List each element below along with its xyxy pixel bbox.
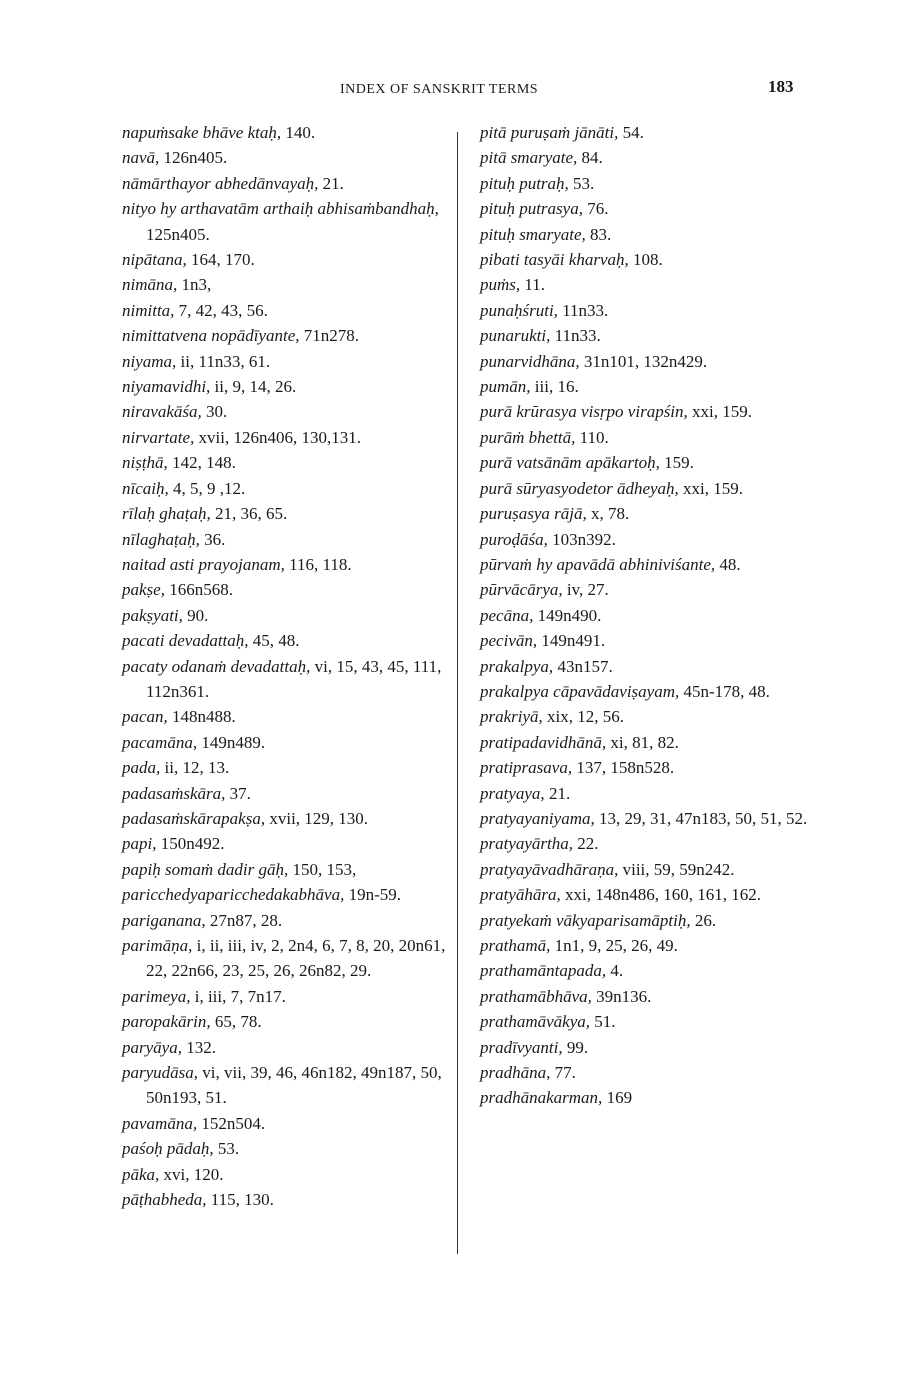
index-entry [122, 298, 457, 323]
index-entry [122, 349, 457, 374]
index-term: pakṣe, [122, 580, 165, 600]
index-term: pradīvyanti, [480, 1037, 563, 1057]
index-term: pecāna, [480, 605, 534, 625]
index-term: pradhāna, [480, 1063, 551, 1083]
index-references: xvii, 129, 130. [265, 808, 369, 828]
index-term: pitā smaryate, [480, 148, 578, 168]
index-entry [122, 272, 457, 297]
index-term: puroḍāśa, [480, 529, 548, 549]
index-references: ii, 12, 13. [160, 758, 230, 778]
index-references: 116, 118. [284, 554, 352, 574]
index-entry [122, 247, 457, 272]
index-entry [122, 831, 457, 856]
index-references: xvi, 120. [159, 1164, 224, 1184]
index-references: 31n101, 132n429. [579, 351, 708, 371]
index-term: prakriyā, [480, 707, 543, 727]
index-references: 26. [690, 910, 717, 930]
index-references: 90. [182, 605, 209, 625]
index-references: 43n157. [553, 656, 613, 676]
index-entry [122, 120, 457, 145]
index-term: pratiprasava, [480, 758, 573, 778]
index-entry [122, 552, 457, 577]
index-term: naitad asti prayojanam, [122, 554, 285, 574]
index-entry [480, 1035, 810, 1060]
index-entry [480, 171, 810, 196]
index-references: vi, 15, 43, 45, 111, 112n361. [146, 656, 442, 701]
index-entry [122, 755, 457, 780]
index-entry [122, 628, 457, 653]
index-entry [122, 1111, 457, 1136]
index-entry [480, 272, 810, 297]
index-term: pratyekaṁ vākyaparisamāptiḥ, [480, 910, 691, 930]
index-references: 150, 153, [288, 859, 357, 879]
index-term: nipātana, [122, 250, 187, 270]
index-references: iii, 16. [530, 377, 579, 397]
index-term: pratyayārtha, [480, 834, 574, 854]
index-references: xvii, 126n406, 130,131. [194, 427, 361, 447]
index-term: prathamā, [480, 936, 551, 955]
index-entry [122, 730, 457, 755]
index-term: pratyayāvadhāraṇa, [480, 859, 619, 879]
index-references: 51. [590, 1012, 616, 1032]
index-references: 148n488. [167, 707, 236, 727]
index-term: pitā puruṣaṁ jānāti, [480, 123, 619, 142]
index-references: 4, 5, 9 ,12. [168, 478, 246, 498]
index-entry [122, 806, 457, 831]
index-entry [480, 450, 810, 475]
index-term: pradhānakarman, [480, 1088, 603, 1108]
index-entry [480, 933, 810, 958]
index-entry [480, 399, 810, 424]
index-entry [480, 425, 810, 450]
index-term: napuṁsake bhāve ktaḥ, [122, 123, 282, 142]
index-entry [122, 781, 457, 806]
index-term: pāṭhabheda, [122, 1190, 207, 1210]
index-term: padasaṁskārapakṣa, [122, 808, 266, 828]
index-term: pratyayaniyama, [480, 808, 595, 828]
index-entry [122, 1136, 457, 1161]
index-references: x, 78. [586, 504, 630, 524]
index-references: 132. [181, 1037, 216, 1057]
index-term: pacan, [122, 707, 168, 727]
index-references: 140. [281, 123, 316, 142]
index-entry [480, 501, 810, 526]
index-references: 169 [602, 1088, 633, 1108]
index-entry [122, 476, 457, 501]
index-term: prathamāntapada, [480, 961, 607, 981]
index-term: purā krūrasya visṛpo virapśin, [480, 402, 688, 422]
index-term: nimitta, [122, 300, 175, 320]
index-term: pacaty odanaṁ devadattaḥ, [122, 656, 311, 676]
index-references: 99. [562, 1037, 589, 1057]
index-references: i, iii, 7, 7n17. [190, 986, 286, 1006]
index-term: punarvidhāna, [480, 351, 580, 371]
index-entry [122, 1009, 457, 1034]
index-references: 142, 148. [167, 453, 236, 473]
index-references: 115, 130. [206, 1190, 274, 1210]
index-entry [480, 806, 810, 831]
index-references: 11n33. [557, 300, 609, 320]
index-references: 30. [201, 402, 228, 422]
index-references: iv, 27. [562, 580, 609, 600]
index-entry [122, 501, 457, 526]
index-entry [122, 196, 457, 247]
index-entry [480, 577, 810, 602]
index-references: 36. [199, 529, 226, 549]
index-references: 65, 78. [210, 1012, 262, 1032]
index-term: paricchedyaparicchedakabhāva, [122, 885, 345, 905]
index-term: pāka, [122, 1164, 160, 1184]
index-term: nīcaiḥ, [122, 478, 169, 498]
index-references: 22. [573, 834, 599, 854]
index-term: pituḥ smaryate, [480, 224, 586, 244]
index-term: pakṣyati, [122, 605, 183, 625]
index-term: paryāya, [122, 1037, 182, 1057]
index-term: nirvartate, [122, 427, 195, 447]
index-references: 45n-178, 48. [679, 681, 770, 701]
index-references: 103n392. [547, 529, 616, 549]
index-references: 54. [618, 123, 644, 142]
index-term: punaḥśruti, [480, 300, 558, 320]
index-entry [122, 654, 457, 705]
index-term: nāmārthayor abhedānvayaḥ, [122, 173, 319, 193]
index-entry [480, 476, 810, 501]
index-term: pūrvaṁ hy apavādā abhiniviśante, [480, 554, 716, 574]
index-references: 13, 29, 31, 47n183, 50, 51, 52. [594, 808, 808, 828]
index-entry [122, 1035, 457, 1060]
index-references: 150n492. [156, 834, 225, 854]
index-entry [122, 425, 457, 450]
index-entry [480, 552, 810, 577]
index-entry [480, 628, 810, 653]
index-entry [480, 298, 810, 323]
index-term: pariganana, [122, 910, 206, 930]
index-references: vi, vii, 39, 46, 46n182, 49n187, 50, 50n193, 51. [146, 1063, 442, 1108]
index-term: pavamāna, [122, 1113, 198, 1133]
index-references: 39n136. [591, 986, 652, 1006]
index-references: xxi, 159. [678, 478, 744, 498]
index-term: puruṣasya rājā, [480, 504, 587, 524]
index-term: pituḥ putrasya, [480, 199, 583, 219]
index-entry [480, 1060, 810, 1085]
index-term: purā sūryasyodetor ādheyaḥ, [480, 478, 679, 498]
index-references: 71n278. [299, 326, 360, 346]
index-references: 1n1, 9, 25, 26, 49. [550, 936, 678, 955]
index-entry [122, 603, 457, 628]
index-term: parimāṇa, [122, 936, 193, 955]
index-references: 166n568. [164, 580, 233, 600]
index-entry [122, 577, 457, 602]
index-entry [480, 323, 810, 348]
index-term: nimittatvena nopādīyante, [122, 326, 300, 346]
index-term: paryudāsa, [122, 1063, 199, 1083]
index-entry [122, 908, 457, 933]
index-entry [122, 399, 457, 424]
index-term: paśoḥ pādaḥ, [122, 1139, 214, 1159]
index-term: papi, [122, 834, 157, 854]
index-entry [480, 1085, 810, 1110]
index-references: 1n3, [177, 275, 212, 295]
index-entry [122, 374, 457, 399]
index-term: niravakāśa, [122, 402, 202, 422]
index-term: pada, [122, 758, 161, 778]
index-entry [480, 679, 810, 704]
index-term: pratyaya, [480, 783, 545, 803]
index-term: prathamāvākya, [480, 1012, 591, 1032]
index-entry [480, 1009, 810, 1034]
index-entry [480, 755, 810, 780]
index-references: viii, 59, 59n242. [618, 859, 735, 879]
index-entry [480, 603, 810, 628]
index-term: purāṁ bhettā, [480, 427, 576, 447]
index-term: padasaṁskāra, [122, 783, 226, 803]
index-entry [480, 222, 810, 247]
index-term: pacati devadattaḥ, [122, 631, 249, 651]
index-entry [480, 730, 810, 755]
index-entry [122, 145, 457, 170]
index-references: xi, 81, 82. [606, 732, 679, 752]
index-references: 11n33. [550, 326, 601, 346]
index-entry [122, 1162, 457, 1187]
index-references: i, ii, iii, iv, 2, 2n4, 6, 7, 8, 20, 20n61, 22, 22n66, 23, 25, 26, 26n82, 29. [146, 936, 446, 981]
index-term: punarukti, [480, 326, 551, 346]
index-references: 11. [520, 275, 546, 295]
page-number: 183 [768, 77, 794, 96]
index-term: pibati tasyāi kharvaḥ, [480, 250, 629, 270]
index-references: ii, 9, 14, 26. [210, 377, 297, 397]
index-references: 149n491. [537, 631, 606, 651]
index-term: prakalpya cāpavādaviṣayam, [480, 681, 680, 701]
index-references: 110. [575, 427, 609, 447]
index-entry [122, 857, 457, 882]
index-references: 108. [628, 250, 663, 270]
index-references: xix, 12, 56. [542, 707, 625, 727]
index-term: parimeya, [122, 986, 191, 1006]
index-references: 45, 48. [248, 631, 300, 651]
index-references: 4. [606, 961, 624, 981]
index-entry [122, 1187, 457, 1212]
index-entry [122, 933, 457, 984]
index-entry [122, 1060, 457, 1111]
index-entry [480, 781, 810, 806]
index-references: 83. [585, 224, 612, 244]
index-entry [480, 831, 810, 856]
index-entry [480, 145, 810, 170]
index-references: 7, 42, 43, 56. [174, 300, 268, 320]
index-term: prakalpya, [480, 656, 554, 676]
index-term: papiḥ somaṁ dadir gāḥ, [122, 859, 289, 879]
index-term: niṣṭhā, [122, 453, 168, 473]
index-term: pituḥ putraḥ, [480, 173, 569, 193]
index-references: 19n-59. [344, 885, 402, 905]
index-references: 84. [577, 148, 603, 168]
index-references: 53. [213, 1139, 240, 1159]
index-references: 77. [550, 1063, 576, 1083]
index-term: navā, [122, 148, 160, 168]
index-term: nīlaghaṭaḥ, [122, 529, 200, 549]
index-entry [122, 450, 457, 475]
index-entry [122, 704, 457, 729]
index-term: nityo hy arthavatām arthaiḥ abhisaṁbandhaḥ, [122, 199, 439, 219]
index-entry [480, 908, 810, 933]
index-references: 149n490. [533, 605, 602, 625]
index-term: rīlaḥ ghaṭaḥ, [122, 504, 211, 524]
right-column [480, 120, 810, 1111]
index-entry [480, 247, 810, 272]
index-term: pūrvācārya, [480, 580, 563, 600]
index-entry [480, 374, 810, 399]
index-entry [122, 984, 457, 1009]
index-term: niyamavidhi, [122, 377, 211, 397]
index-references: 21. [544, 783, 571, 803]
index-entry [480, 349, 810, 374]
index-entry [122, 882, 457, 907]
index-entry [480, 196, 810, 221]
index-term: pumān, [480, 377, 531, 397]
index-entry [480, 527, 810, 552]
index-term: niyama, [122, 351, 177, 371]
index-references: 125n405. [146, 224, 210, 244]
index-entry [480, 654, 810, 679]
index-term: puṁs, [480, 275, 521, 295]
index-references: 21. [318, 173, 344, 193]
index-references: 152n504. [197, 1113, 266, 1133]
index-term: purā vatsānām apākartoḥ, [480, 453, 660, 473]
index-entry [480, 704, 810, 729]
index-references: xxi, 159. [687, 402, 753, 422]
index-term: pacamāna, [122, 732, 198, 752]
index-entry [480, 882, 810, 907]
index-references: 164, 170. [186, 250, 255, 270]
index-term: pecivān, [480, 631, 538, 651]
index-entry [480, 958, 810, 983]
index-references: 21, 36, 65. [210, 504, 288, 524]
index-term: paropakārin, [122, 1012, 211, 1032]
index-term: pratyāhāra, [480, 885, 561, 905]
index-references: 76. [582, 199, 609, 219]
index-entry [122, 323, 457, 348]
index-references: 159. [659, 453, 694, 473]
index-term: pratipadavidhānā, [480, 732, 607, 752]
index-references: 27n87, 28. [205, 910, 283, 930]
index-references: xxi, 148n486, 160, 161, 162. [560, 885, 761, 905]
index-entry [122, 527, 457, 552]
index-term: prathamābhāva, [480, 986, 592, 1006]
index-references: 37. [225, 783, 251, 803]
running-header: INDEX OF SANSKRIT TERMS [340, 82, 539, 97]
index-references: ii, 11n33, 61. [176, 351, 271, 371]
index-references: 53. [568, 173, 595, 193]
column-divider [457, 132, 458, 1254]
index-references: 149n489. [197, 732, 266, 752]
left-column [122, 120, 457, 1212]
index-references: 48. [715, 554, 741, 574]
index-entry [480, 857, 810, 882]
index-references: 137, 158n528. [572, 758, 675, 778]
index-term: nimāna, [122, 275, 178, 295]
index-entry [122, 171, 457, 196]
index-entry [480, 984, 810, 1009]
index-entry [480, 120, 810, 145]
index-references: 126n405. [159, 148, 228, 168]
